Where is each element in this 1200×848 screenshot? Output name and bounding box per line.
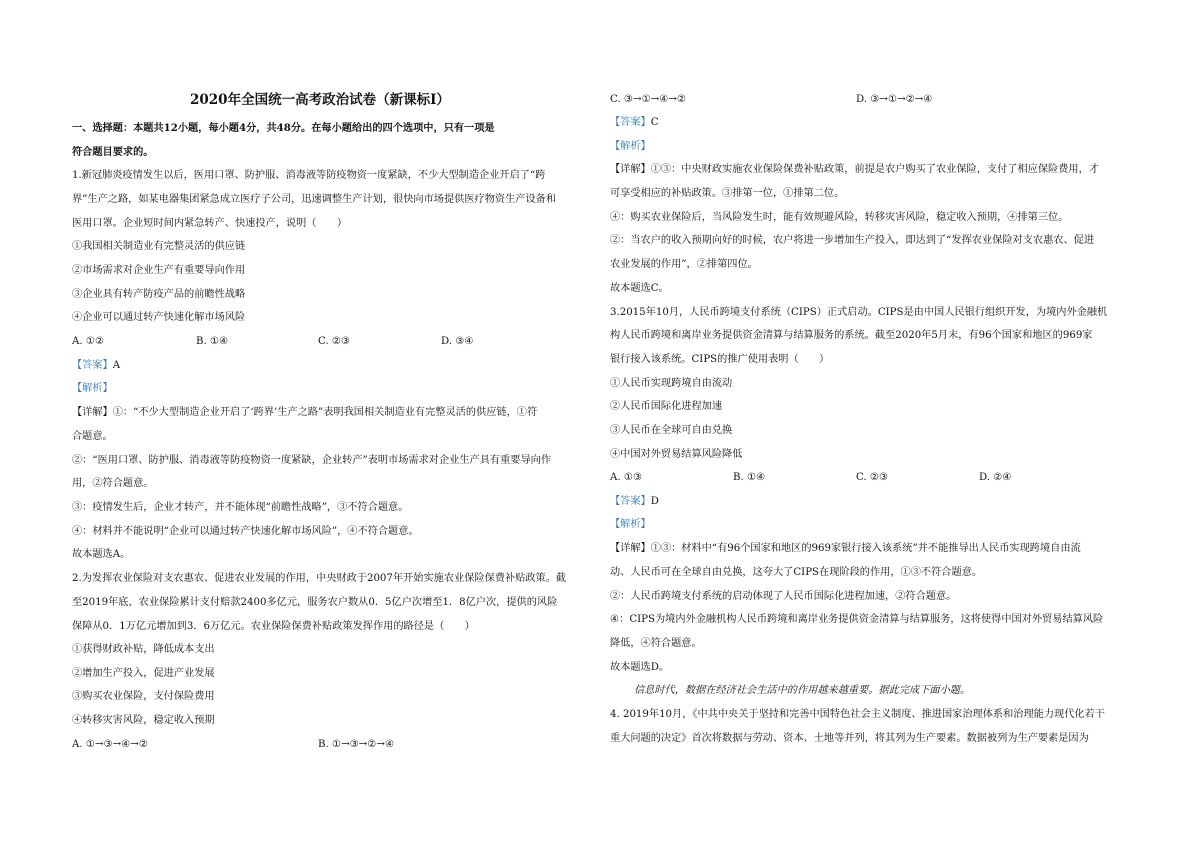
q2-stem-line: 至2019年底，农业保险累计支付赔款2400多亿元，服务农户数从0．5亿户次增至1．8亿户次，提供的风险 xyxy=(72,597,558,608)
q2-analysis-tag: 【解析】 xyxy=(610,141,651,152)
q1-option-c: C. ②③ xyxy=(318,336,351,347)
q2-option-a: A. ①→③→④→② xyxy=(72,739,148,750)
q1-item: ②市场需求对企业生产有重要导向作用 xyxy=(72,265,246,276)
q1-stem-line: 医用口罩。企业短时间内紧急转产、快速投产，说明（ ） xyxy=(72,218,348,229)
section-heading-line-1: 一、选择题：本题共12小题，每小题4分，共48分。在每小题给出的四个选项中，只有一项是 xyxy=(72,122,495,134)
q2-item: ④转移灾害风险，稳定收入预期 xyxy=(72,715,215,726)
q1-option-a: A. ①② xyxy=(72,336,105,347)
q3-detail-line: 【详解】①③：材料中“有96个国家和地区的969家银行接入该系统”并不能推导出人民币实现跨境自由流 xyxy=(610,543,1081,554)
q2-detail-line: 农业发展的作用”，②排第四位。 xyxy=(610,259,758,270)
q3-detail-line: 降低，④符合题意。 xyxy=(610,638,702,649)
q3-stem-line: 构人民币跨境和离岸业务提供资金清算与结算服务的系统。截至2020年5月末，有96个国家和地区的969家 xyxy=(610,330,1093,341)
q1-option-b: B. ①④ xyxy=(196,336,229,347)
q2-detail-line: 可享受相应的补贴政策。③排第一位，①排第二位。 xyxy=(610,188,845,199)
q1-detail-line: ②：“医用口罩、防护服、消毒液等防疫物资一度紧缺，企业转产”表明市场需求对企业生产具有重要导向作 xyxy=(72,455,552,466)
q1-item: ③企业具有转产防疫产品的前瞻性战略 xyxy=(72,289,246,300)
q1-detail-line: 【详解】①：“不少大型制造企业开启了‘跨界’生产之路”表明我国相关制造业有完整灵活的供应链，①符 xyxy=(72,407,538,418)
q1-detail-line: ④：材料并不能说明“企业可以通过转产快速化解市场风险”，④不符合题意。 xyxy=(72,526,419,537)
q3-option-c: C. ②③ xyxy=(856,472,889,483)
q2-detail-line: ②：当农户的收入预期向好的时候，农户将进一步增加生产投入，即达到了“发挥农业保险对支农惠农、促进 xyxy=(610,235,1095,246)
q2-item: ①获得财政补贴，降低成本支出 xyxy=(72,644,215,655)
q2-stem-line: 2.为发挥农业保险对支农惠农、促进农业发展的作用，中央财政于2007年开始实施农业保险保费补贴政策。截 xyxy=(72,573,567,584)
q2-answer xyxy=(610,116,659,130)
q3-item: ②人民币国际化进程加速 xyxy=(610,401,723,412)
q3-detail-line: 故本题选D。 xyxy=(610,662,670,673)
q4-stem-line: 重大问题的决定》首次将数据与劳动、资本、土地等并列，将其列为生产要素。数据被列为生产要素是因为 xyxy=(610,733,1089,744)
q3-detail-line: ④：CIPS为境内外金融机构人民币跨境和离岸业务提供资金清算与结算服务，这将使得中国对外贸易结算风险 xyxy=(610,614,1104,625)
page-title: 2020年全国统一高考政治试卷（新课标Ⅰ） xyxy=(190,92,450,108)
q3-analysis-tag: 【解析】 xyxy=(610,519,651,530)
q3-answer xyxy=(610,495,659,509)
q3-option-b: B. ①④ xyxy=(733,472,766,483)
answer-value: C xyxy=(650,117,659,128)
q2-detail-line: 【详解】①③：中央财政实施农业保险保费补贴政策，前提是农户购买了农业保险，支付了相应保险费用，才 xyxy=(610,164,1099,175)
answer-tag: 【答案】 xyxy=(610,117,651,128)
q3-option-d: D. ②④ xyxy=(979,472,1012,483)
q1-option-d: D. ③④ xyxy=(441,336,474,347)
q3-item: ③人民币在全球可自由兑换 xyxy=(610,425,733,436)
q2-detail-line: 故本题选C。 xyxy=(610,283,669,294)
q4-stem-line: 4. 2019年10月，《中共中央关于坚持和完善中国特色社会主义制度、推进国家治理体系和治理能力现代化若干 xyxy=(610,709,1105,720)
q2-option-c: C. ③→①→④→② xyxy=(610,94,687,105)
q3-detail-line: ②：人民币跨境支付系统的启动体现了人民币国际化进程加速，②符合题意。 xyxy=(610,591,957,602)
answer-tag: 【答案】 xyxy=(610,496,651,507)
q2-item: ③购买农业保险，支付保险费用 xyxy=(72,691,215,702)
q3-option-a: A. ①③ xyxy=(610,472,643,483)
q1-analysis-tag: 【解析】 xyxy=(72,383,113,394)
q3-stem-line: 3.2015年10月，人民币跨境支付系统（CIPS）正式启动。CIPS是由中国人民银行组织开发，为境内外金融机 xyxy=(610,307,1108,318)
q1-stem-line: 界”生产之路，如某电器集团紧急成立医疗子公司，迅速调整生产计划，很快向市场提供医疗物资生产设备和 xyxy=(72,194,557,205)
q1-detail-line: ③：疫情发生后，企业才转产，并不能体现“前瞻性战略”，③不符合题意。 xyxy=(72,502,409,513)
answer-value: A xyxy=(112,360,121,371)
answer-value: D xyxy=(650,496,659,507)
q2-stem-line: 保障从0．1万亿元增加到3．6万亿元。农业保险保费补贴政策发挥作用的路径是（ ） xyxy=(72,621,475,632)
q2-item: ②增加生产投入，促进产业发展 xyxy=(72,668,215,679)
q3-item: ④中国对外贸易结算风险降低 xyxy=(610,449,743,460)
q1-answer xyxy=(72,359,120,373)
group-intro: 信息时代，数据在经济社会生活中的作用越来越重要。据此完成下面小题。 xyxy=(634,685,971,696)
answer-tag: 【答案】 xyxy=(72,360,113,371)
q3-detail-line: 动、人民币可在全球自由兑换，这夸大了CIPS在现阶段的作用，①③不符合题意。 xyxy=(610,567,983,578)
q1-item: ①我国相关制造业有完整灵活的供应链 xyxy=(72,241,246,252)
q1-detail-line: 合题意。 xyxy=(72,431,113,442)
q1-stem-line: 1.新冠肺炎疫情发生以后，医用口罩、防护服、消毒液等防疫物资一度紧缺，不少大型制造企业开启了“跨 xyxy=(72,170,546,181)
q1-detail-line: 用，②符合题意。 xyxy=(72,478,154,489)
q2-option-b: B. ①→③→②→④ xyxy=(318,739,395,750)
q3-stem-line: 银行接入该系统。CIPS的推广使用表明（ ） xyxy=(610,354,830,365)
q2-option-d: D. ③→①→②→④ xyxy=(856,94,933,105)
q2-detail-line: ④：购买农业保险后，当风险发生时，能有效规避风险，转移灾害风险，稳定收入预期，④排第三位。 xyxy=(610,212,1069,223)
q3-item: ①人民币实现跨境自由流动 xyxy=(610,378,733,389)
section-heading-line-2: 符合题目要求的。 xyxy=(72,146,154,158)
q1-item: ④企业可以通过转产快速化解市场风险 xyxy=(72,312,246,323)
q1-detail-line: 故本题选A。 xyxy=(72,549,131,560)
